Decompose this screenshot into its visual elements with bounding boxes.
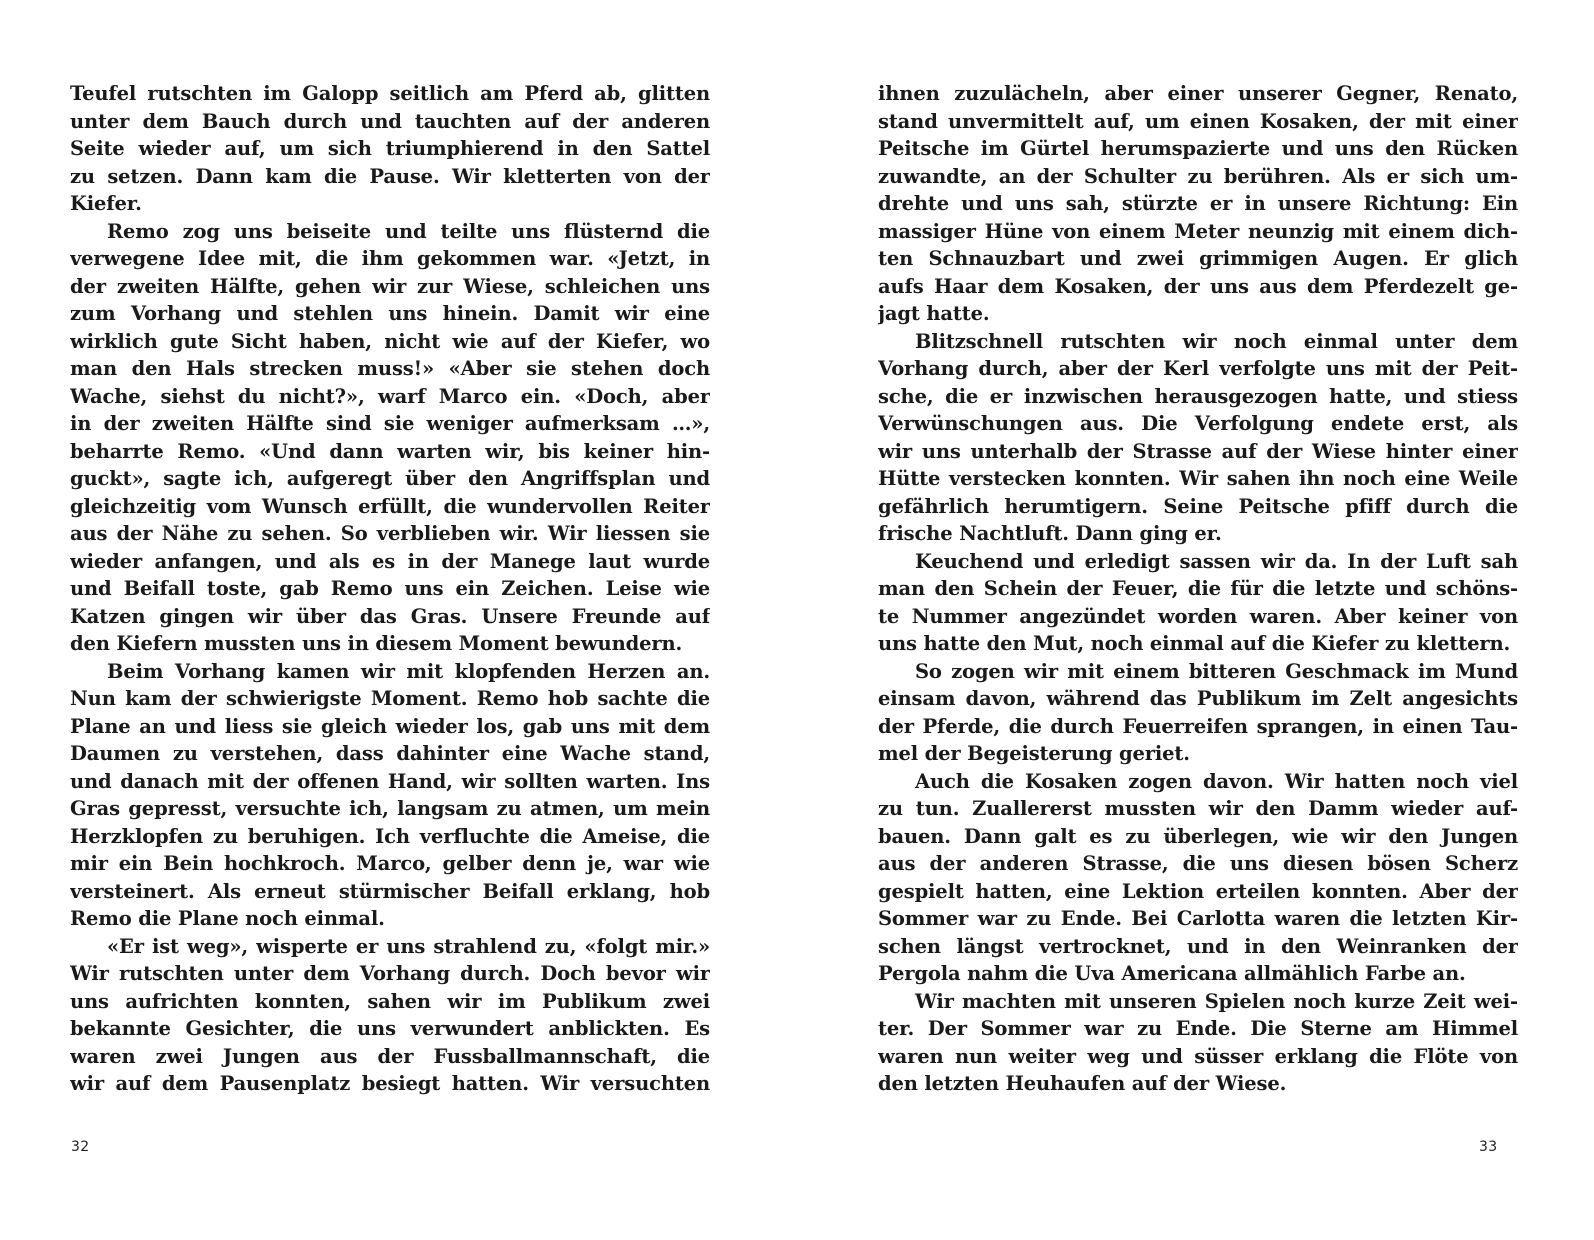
text-line: der zweiten Hälfte, gehen wir zur Wiese, schleichen uns	[70, 274, 710, 298]
right-page-text	[878, 80, 1518, 1098]
text-line: der Pferde, die durch Feuerreifen sprangen, in einen Tau-	[878, 714, 1518, 738]
text-line: Kiefer.	[70, 192, 142, 215]
paragraph	[878, 768, 1518, 988]
text-line: und Beifall toste, gab Remo uns ein Zeichen. Leise wie	[70, 577, 710, 600]
text-line: beharrte Remo. «Und dann warten wir, bis keiner hin-	[70, 439, 710, 463]
text-line: zu tun. Zuallererst mussten wir den Damm wieder auf-	[878, 797, 1518, 820]
paragraph	[878, 658, 1518, 768]
text-line: Daumen zu verstehen, dass dahinter eine Wache stand,	[70, 742, 710, 765]
text-line: Plane an und liess sie gleich wieder los, gab uns mit dem	[70, 714, 710, 738]
text-line: Katzen gingen wir über das Gras. Unsere Freunde auf	[70, 604, 710, 628]
text-line: Remo die Plane noch einmal.	[70, 907, 385, 930]
text-line: zuwandte, an der Schulter zu berühren. Als er sich um-	[878, 164, 1518, 188]
text-line: Sommer war zu Ende. Bei Carlotta waren die letzten Kir-	[878, 907, 1518, 930]
text-line: So zogen wir mit einem bitteren Geschmack im Mund	[915, 659, 1518, 683]
text-line: wir uns unterhalb der Strasse auf der Wiese hinter einer	[878, 439, 1518, 463]
text-line: Verwünschungen aus. Die Verfolgung endete erst, als	[878, 412, 1518, 435]
text-line: mel der Begeisterung geriet.	[878, 742, 1190, 765]
text-line: Peitsche im Gürtel herumspazierte und uns den Rücken	[878, 137, 1518, 160]
text-line: Wir rutschten unter dem Vorhang durch. Doch bevor wir	[70, 962, 710, 985]
text-line: wieder anfangen, und als es in der Manege laut wurde	[70, 549, 710, 573]
paragraph	[878, 548, 1518, 658]
left-page-text	[70, 80, 710, 1098]
text-line: man den Hals strecken muss!» «Aber sie stehen doch	[70, 357, 710, 380]
text-line: Auch die Kosaken zogen davon. Wir hatten noch viel	[915, 769, 1518, 793]
text-line: versteinert. Als erneut stürmischer Beifall erklang, hob	[70, 879, 710, 903]
text-line: ter. Der Sommer war zu Ende. Die Sterne am Himmel	[878, 1017, 1518, 1040]
paragraph	[878, 988, 1518, 1098]
text-line: ten Schnauzbart und zwei grimmigen Augen. Er glich	[878, 247, 1518, 270]
text-line: Gras gepresst, versuchte ich, langsam zu atmen, um mein	[70, 797, 710, 820]
text-line: wirklich gute Sicht haben, nicht wie auf der Kiefer, wo	[70, 329, 710, 353]
text-line: Pergola nahm die Uva Americana allmählich Farbe an.	[878, 962, 1466, 985]
text-line: Beim Vorhang kamen wir mit klopfenden Herzen an.	[107, 659, 710, 683]
text-line: bauen. Dann galt es zu überlegen, wie wir den Jungen	[878, 824, 1518, 848]
text-line: verwegene Idee mit, die ihm gekommen war. «Jetzt, in	[70, 247, 710, 270]
text-line: uns hatte den Mut, noch einmal auf die Kiefer zu klettern.	[878, 632, 1511, 655]
text-line: wir auf dem Pausenplatz besiegt hatten. Wir versuchten	[70, 1072, 710, 1095]
text-line: jagt hatte.	[878, 302, 990, 325]
text-line: Teufel rutschten im Galopp seitlich am Pferd ab, glitten	[70, 82, 710, 105]
text-line: sche, die er inzwischen herausgezogen hatte, und stiess	[878, 384, 1518, 408]
text-line: te Nummer angezündet worden waren. Aber keiner von	[878, 604, 1518, 628]
text-line: und danach mit der offenen Hand, wir sollten warten. Ins	[70, 769, 710, 793]
text-line: frische Nachtluft. Dann ging er.	[878, 522, 1222, 545]
paragraph	[878, 328, 1518, 548]
left-page	[70, 80, 710, 1098]
text-line: Nun kam der schwierigste Moment. Remo hob sachte die	[70, 687, 710, 710]
text-line: guckt», sagte ich, aufgeregt über den Angriffsplan und	[70, 467, 710, 490]
page-number-right: 33	[1479, 1139, 1498, 1155]
text-line: Remo zog uns beiseite und teilte uns flüsternd die	[107, 219, 710, 243]
paragraph	[70, 658, 710, 933]
text-line: waren zwei Jungen aus der Fussballmannschaft, die	[70, 1044, 710, 1068]
text-line: in der zweiten Hälfte sind sie weniger aufmerksam …»,	[70, 412, 710, 435]
paragraph	[70, 218, 710, 658]
text-line: gefährlich herumtigern. Seine Peitsche pfiff durch die	[878, 494, 1518, 518]
text-line: Herzklopfen zu beruhigen. Ich verfluchte die Ameise, die	[70, 824, 710, 848]
text-line: Keuchend und erledigt sassen wir da. In der Luft sah	[915, 549, 1518, 573]
text-line: zu setzen. Dann kam die Pause. Wir kletterten von der	[70, 164, 710, 188]
text-line: den letzten Heuhaufen auf der Wiese.	[878, 1072, 1287, 1095]
text-line: Hütte verstecken konnten. Wir sahen ihn noch eine Weile	[878, 467, 1518, 490]
text-line: den Kiefern mussten uns in diesem Moment bewundern.	[70, 632, 683, 655]
text-line: einsam davon, während das Publikum im Zelt angesichts	[878, 687, 1518, 710]
paragraph	[70, 80, 710, 218]
paragraph	[70, 933, 710, 1098]
text-line: schen längst vertrocknet, und in den Weinranken der	[878, 934, 1518, 958]
text-line: drehte und uns sah, stürzte er in unsere Richtung: Ein	[878, 192, 1518, 215]
text-line: massiger Hüne von einem Meter neunzig mit einem dich-	[878, 219, 1518, 243]
text-line: Vorhang durch, aber der Kerl verfolgte uns mit der Peit-	[878, 357, 1518, 380]
text-line: stand unvermittelt auf, um einen Kosaken, der mit einer	[878, 109, 1518, 133]
text-line: waren nun weiter weg und süsser erklang die Flöte von	[878, 1044, 1518, 1068]
text-line: uns aufrichten konnten, sahen wir im Publikum zwei	[70, 989, 710, 1013]
text-line: gespielt hatten, eine Lektion erteilen konnten. Aber der	[878, 879, 1518, 903]
text-line: ihnen zuzulächeln, aber einer unserer Gegner, Renato,	[878, 82, 1518, 105]
paragraph	[878, 80, 1518, 328]
text-line: unter dem Bauch durch und tauchten auf der anderen	[70, 109, 710, 133]
text-line: mir ein Bein hochkroch. Marco, gelber denn je, war wie	[70, 852, 710, 875]
text-line: zum Vorhang und stehlen uns hinein. Damit wir eine	[70, 302, 710, 325]
text-line: man den Schein der Feuer, die für die letzte und schöns-	[878, 577, 1518, 600]
right-page	[878, 80, 1518, 1098]
text-line: aus der anderen Strasse, die uns diesen bösen Scherz	[878, 852, 1518, 875]
text-line: «Er ist weg», wisperte er uns strahlend zu, «folgt mir.»	[107, 934, 710, 958]
page-number-left: 32	[71, 1139, 90, 1155]
text-line: aufs Haar dem Kosaken, der uns aus dem Pferdezelt ge-	[878, 274, 1518, 298]
text-line: bekannte Gesichter, die uns verwundert anblickten. Es	[70, 1017, 710, 1040]
text-line: gleichzeitig vom Wunsch erfüllt, die wundervollen Reiter	[70, 494, 710, 518]
text-line: Wache, siehst du nicht?», warf Marco ein. «Doch, aber	[70, 384, 710, 408]
text-line: aus der Nähe zu sehen. So verblieben wir. Wir liessen sie	[70, 522, 710, 545]
text-line: Seite wieder auf, um sich triumphierend in den Sattel	[70, 137, 710, 160]
text-line: Blitzschnell rutschten wir noch einmal unter dem	[915, 329, 1518, 353]
text-line: Wir machten mit unseren Spielen noch kurze Zeit wei-	[915, 989, 1518, 1013]
